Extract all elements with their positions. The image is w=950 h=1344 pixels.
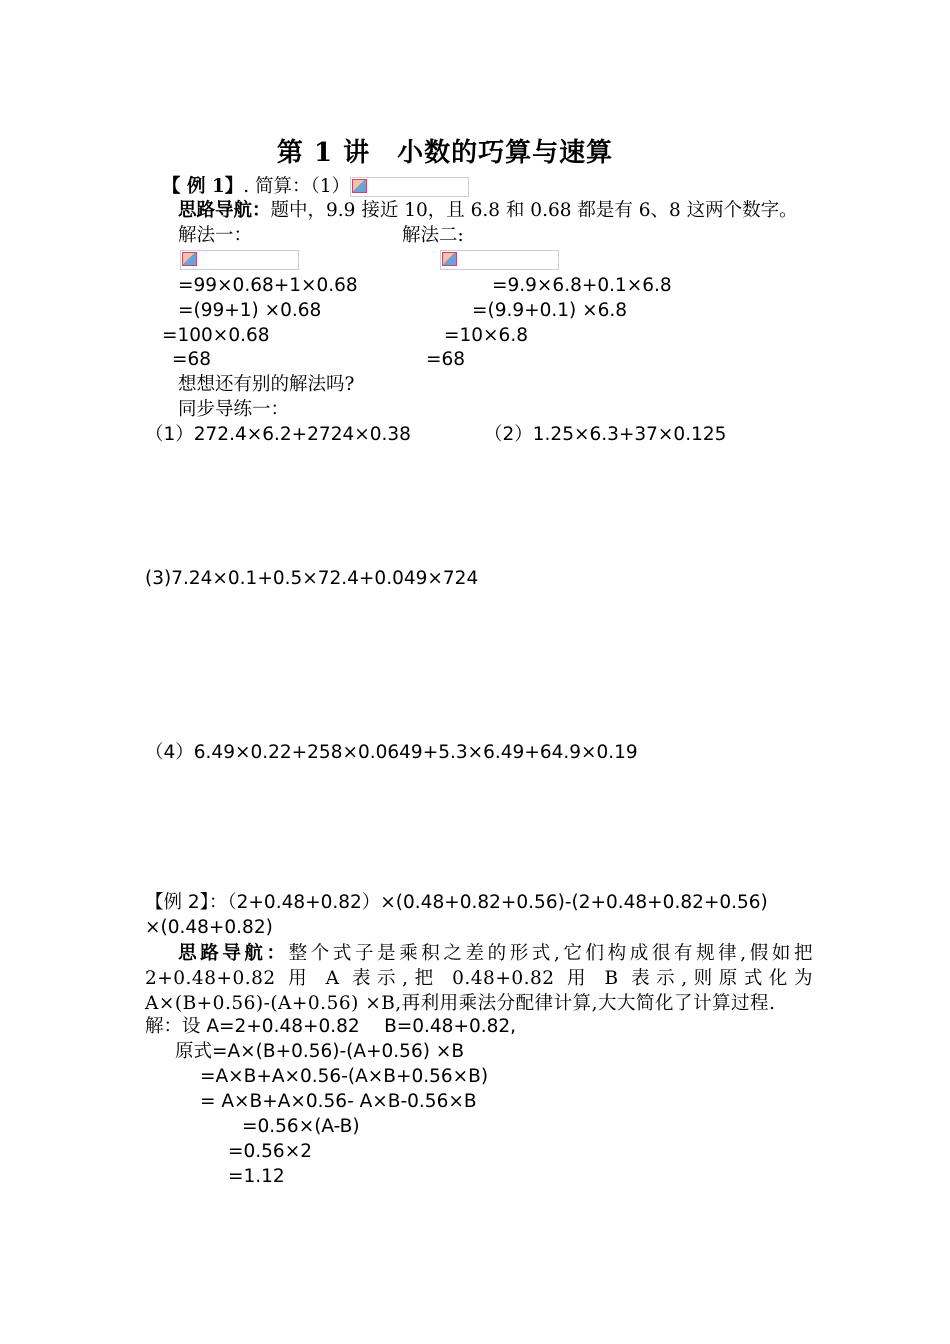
formula-image	[350, 177, 469, 197]
broken-image-icon	[352, 179, 367, 193]
page-title: 第 1 讲 小数的巧算与速算	[276, 138, 614, 168]
think-prompt: 想想还有别的解法吗?	[178, 374, 355, 395]
method1-step: =100×0.68	[162, 325, 270, 346]
example1-label: 【 例 1】	[162, 176, 244, 197]
method2-label: 解法二:	[402, 225, 464, 246]
hint-label: 思路导航：	[175, 943, 289, 964]
hint-label: 思路导航：	[178, 200, 271, 221]
solution-step: =0.56×2	[228, 1141, 312, 1162]
practice-question: （2）1.25×6.3+37×0.125	[484, 424, 727, 445]
method1-formula	[180, 248, 299, 272]
method1-label: 解法一：	[178, 225, 253, 246]
method1-step: =99×0.68+1×0.68	[178, 275, 358, 296]
practice-question: （4）6.49×0.22+258×0.0649+5.3×6.49+64.9×0.19	[145, 742, 638, 763]
example1-prompt: . 简算：（1）	[243, 176, 351, 197]
solution-step: 原式=A×(B+0.56)-(A+0.56) ×B	[175, 1041, 465, 1062]
hint-text: 题中，9.9 接近 10，且 6.8 和 0.68 都是有 6、8 这两个数字。	[270, 200, 798, 221]
method2-formula	[440, 248, 559, 272]
hint-text: 整个式子是乘积之差的形式,它们构成很有规律,假如把 2+0.48+0.82 用 A 表示,把 0.48+0.82 用 B 表示,则原式化为 A×(B+0.56)-(A+0.56) ×B,再利用乘法分配律计算,大大简化了计算过程.	[145, 943, 813, 1014]
formula-image	[440, 250, 559, 270]
method2-step: =9.9×6.8+0.1×6.8	[492, 275, 672, 296]
method2-step: =(9.9+0.1) ×6.8	[472, 300, 628, 321]
solution-step: = A×B+A×0.56- A×B-0.56×B	[200, 1091, 477, 1112]
method1-step: =68	[172, 349, 212, 370]
example2-hint	[145, 941, 813, 1016]
method2-step: =10×6.8	[444, 325, 528, 346]
practice-question: (3)7.24×0.1+0.5×72.4+0.049×724	[145, 568, 479, 589]
example2-problem-cont: ×(0.48+0.82)	[145, 917, 273, 938]
example1-line	[162, 175, 469, 199]
solution-step: =A×B+A×0.56-(A×B+0.56×B)	[200, 1066, 489, 1087]
solution-step: =0.56×(A-B)	[242, 1116, 360, 1137]
practice-title: 同步导练一：	[178, 399, 290, 420]
method1-step: =(99+1) ×0.68	[178, 300, 322, 321]
hint-line	[178, 199, 798, 223]
broken-image-icon	[182, 252, 197, 266]
method2-step: =68	[426, 349, 466, 370]
formula-image	[180, 250, 299, 270]
practice-question: （1）272.4×6.2+2724×0.38	[145, 424, 411, 445]
example2-problem: 【例 2】：（2+0.48+0.82）×(0.48+0.82+0.56)-(2+0.48+0.82+0.56)	[145, 892, 768, 913]
solution-line: 解：设 A=2+0.48+0.82 B=0.48+0.82,	[145, 1016, 517, 1037]
solution-step: =1.12	[228, 1166, 285, 1187]
broken-image-icon	[442, 252, 457, 266]
